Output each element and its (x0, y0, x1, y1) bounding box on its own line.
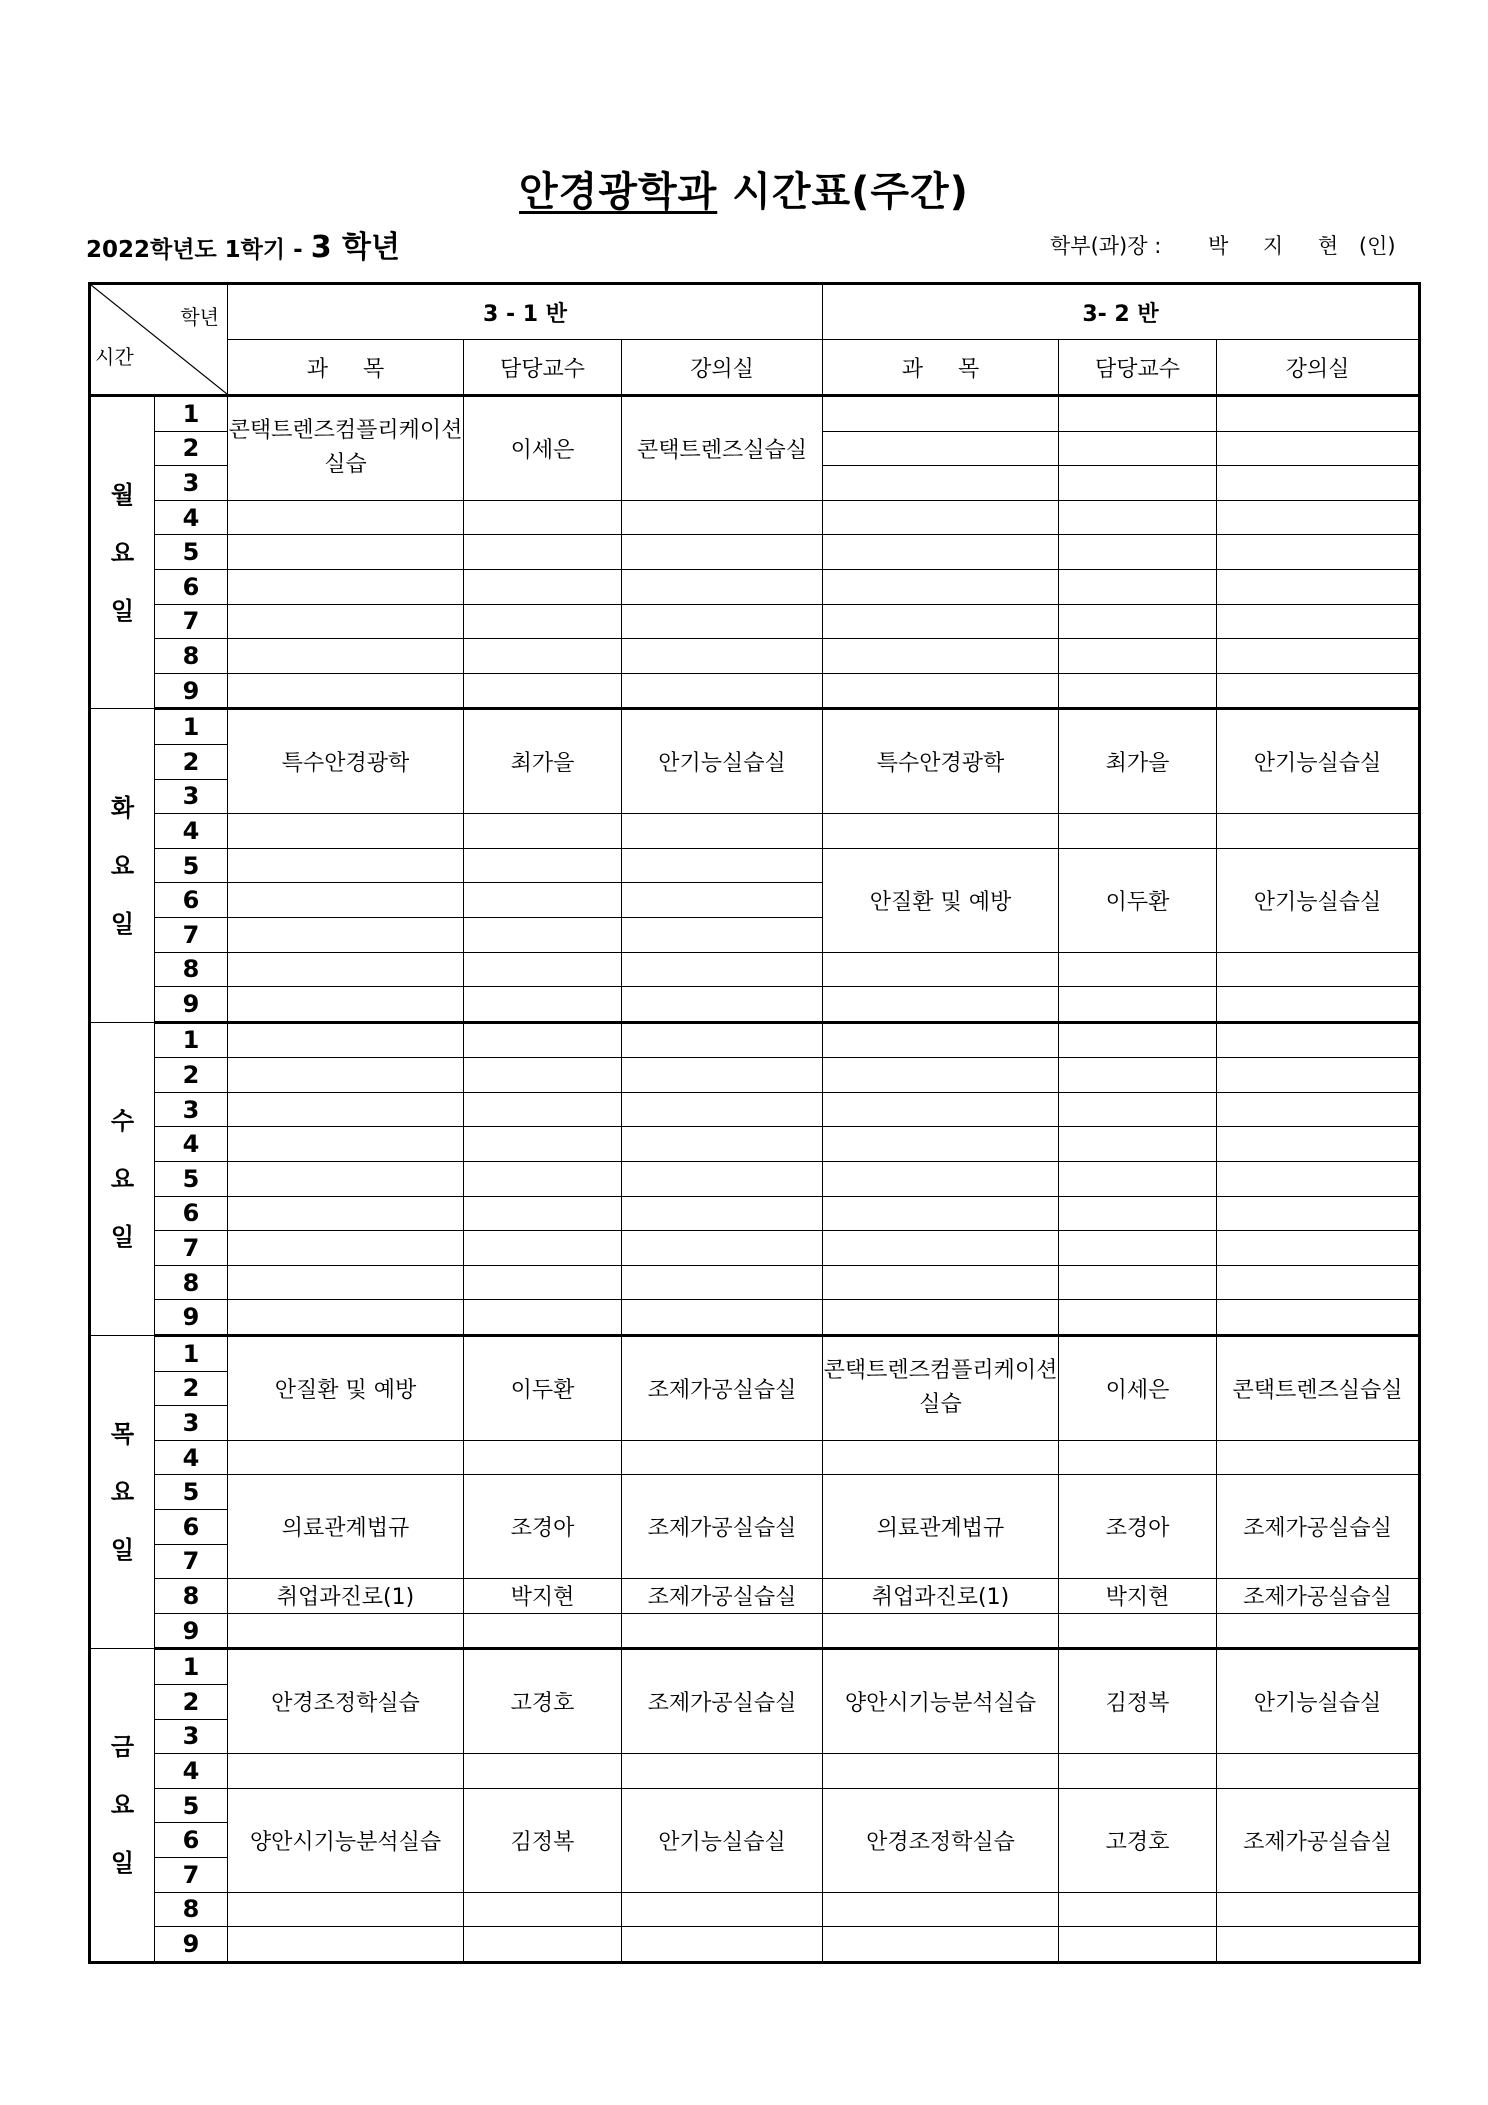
empty-cell (464, 1092, 622, 1127)
empty-cell (464, 1127, 622, 1162)
empty-cell (1217, 569, 1420, 604)
prof-cell: 이세은 (464, 396, 622, 501)
empty-cell (823, 1092, 1059, 1127)
period-label: 9 (155, 1300, 228, 1336)
period-label: 8 (155, 952, 228, 987)
empty-cell (1217, 1265, 1420, 1300)
empty-cell (823, 952, 1059, 987)
empty-cell (1059, 1231, 1217, 1266)
subject-cell: 콘택트렌즈컴플리케이션실습 (228, 396, 464, 501)
empty-cell (823, 1022, 1059, 1058)
period-label: 1 (155, 1022, 228, 1058)
period-label: 7 (155, 917, 228, 952)
period-label: 5 (155, 1788, 228, 1823)
prof-cell: 고경호 (464, 1649, 622, 1754)
empty-cell (464, 1196, 622, 1231)
empty-cell (228, 1927, 464, 1963)
empty-cell (228, 1231, 464, 1266)
empty-cell (823, 1440, 1059, 1475)
prof-cell: 김정복 (464, 1788, 622, 1892)
empty-cell (1217, 431, 1420, 466)
empty-cell (622, 917, 823, 952)
subject-cell: 특수안경광학 (228, 709, 464, 814)
empty-cell (622, 569, 823, 604)
empty-cell (622, 500, 823, 535)
period-label: 1 (155, 1649, 228, 1685)
empty-cell (228, 604, 464, 639)
period-label: 4 (155, 500, 228, 535)
empty-cell (228, 535, 464, 570)
empty-cell (622, 1892, 823, 1927)
room-cell: 안기능실습실 (1217, 1649, 1420, 1754)
empty-cell (1217, 535, 1420, 570)
empty-cell (228, 848, 464, 883)
prof-cell: 최가을 (1059, 709, 1217, 814)
empty-cell (1059, 1265, 1217, 1300)
head-label: 학부(과)장 : (1050, 234, 1162, 258)
empty-cell (464, 1265, 622, 1300)
period-label: 2 (155, 1371, 228, 1406)
empty-cell (464, 1058, 622, 1093)
empty-cell (1217, 987, 1420, 1023)
empty-cell (464, 639, 622, 674)
empty-cell (464, 1440, 622, 1475)
period-label: 3 (155, 779, 228, 814)
empty-cell (228, 569, 464, 604)
prof-cell: 김정복 (1059, 1649, 1217, 1754)
empty-cell (228, 500, 464, 535)
subject-cell: 의료관계법규 (228, 1475, 464, 1579)
page-title (0, 160, 1488, 217)
empty-cell (1059, 1196, 1217, 1231)
period-label: 6 (155, 883, 228, 918)
room-cell: 조제가공실습실 (622, 1579, 823, 1614)
prof-cell: 박지현 (464, 1579, 622, 1614)
day-label-fri: 금 요 일 (90, 1649, 155, 1962)
empty-cell (228, 639, 464, 674)
empty-cell (1217, 1300, 1420, 1336)
empty-cell (228, 1196, 464, 1231)
period-label: 8 (155, 1892, 228, 1927)
day-label-tue: 화 요 일 (90, 709, 155, 1022)
room-cell: 조제가공실습실 (1217, 1475, 1420, 1579)
empty-cell (1217, 673, 1420, 709)
head-signature (1050, 230, 1396, 260)
empty-cell (622, 848, 823, 883)
empty-cell (464, 1300, 622, 1336)
room-cell: 조제가공실습실 (622, 1336, 823, 1441)
room-cell: 콘택트렌즈실습실 (1217, 1336, 1420, 1441)
empty-cell (228, 1022, 464, 1058)
period-label: 5 (155, 535, 228, 570)
period-label: 8 (155, 1579, 228, 1614)
empty-cell (1059, 814, 1217, 849)
empty-cell (1059, 604, 1217, 639)
room-cell: 안기능실습실 (622, 1788, 823, 1892)
empty-cell (464, 883, 622, 918)
empty-cell (1217, 1058, 1420, 1093)
prof-cell: 이세은 (1059, 1336, 1217, 1441)
empty-cell (228, 1127, 464, 1162)
room-cell: 안기능실습실 (1217, 709, 1420, 814)
empty-cell (823, 1754, 1059, 1789)
empty-cell (228, 673, 464, 709)
empty-cell (464, 952, 622, 987)
prof-cell: 고경호 (1059, 1788, 1217, 1892)
empty-cell (464, 569, 622, 604)
empty-cell (1217, 1127, 1420, 1162)
empty-cell (228, 1092, 464, 1127)
empty-cell (1217, 1927, 1420, 1963)
empty-cell (464, 604, 622, 639)
empty-cell (464, 673, 622, 709)
empty-cell (823, 1265, 1059, 1300)
empty-cell (228, 1162, 464, 1197)
corner-header (90, 284, 228, 396)
empty-cell (464, 1754, 622, 1789)
empty-cell (1059, 987, 1217, 1023)
empty-cell (228, 952, 464, 987)
empty-cell (823, 1300, 1059, 1336)
timetable (88, 282, 1421, 1964)
empty-cell (1217, 1022, 1420, 1058)
empty-cell (622, 1754, 823, 1789)
room-cell: 안기능실습실 (622, 709, 823, 814)
empty-cell (1217, 1231, 1420, 1266)
empty-cell (823, 1892, 1059, 1927)
subject-cell: 안경조정학실습 (823, 1788, 1059, 1892)
empty-cell (622, 814, 823, 849)
day-label-mon: 월 요 일 (90, 396, 155, 709)
empty-cell (1059, 1162, 1217, 1197)
empty-cell (1059, 1092, 1217, 1127)
empty-cell (228, 1440, 464, 1475)
col-subject-2: 과 목 (823, 340, 1059, 396)
empty-cell (823, 987, 1059, 1023)
empty-cell (1059, 1022, 1217, 1058)
empty-cell (823, 1058, 1059, 1093)
empty-cell (622, 1927, 823, 1963)
empty-cell (1059, 535, 1217, 570)
empty-cell (228, 917, 464, 952)
empty-cell (622, 604, 823, 639)
period-label: 3 (155, 1406, 228, 1441)
empty-cell (464, 987, 622, 1023)
period-label: 6 (155, 1510, 228, 1545)
empty-cell (622, 1440, 823, 1475)
empty-cell (622, 1196, 823, 1231)
day-label-wed: 수 요 일 (90, 1022, 155, 1335)
empty-cell (1059, 1927, 1217, 1963)
empty-cell (823, 396, 1059, 432)
period-label: 5 (155, 1475, 228, 1510)
subject-cell: 특수안경광학 (823, 709, 1059, 814)
empty-cell (1059, 1058, 1217, 1093)
empty-cell (823, 1613, 1059, 1649)
empty-cell (1059, 639, 1217, 674)
empty-cell (1217, 1892, 1420, 1927)
title-suffix: 시간표(주간) (732, 169, 969, 215)
seal-mark: (인) (1358, 234, 1396, 258)
class1-header: 3 - 1 반 (228, 284, 823, 340)
empty-cell (622, 1092, 823, 1127)
empty-cell (228, 1058, 464, 1093)
room-cell: 콘택트렌즈실습실 (622, 396, 823, 501)
period-label: 2 (155, 744, 228, 779)
empty-cell (464, 1231, 622, 1266)
empty-cell (1217, 1162, 1420, 1197)
empty-cell (622, 673, 823, 709)
period-label: 9 (155, 1613, 228, 1649)
empty-cell (464, 1892, 622, 1927)
period-label: 3 (155, 1092, 228, 1127)
empty-cell (1059, 1127, 1217, 1162)
period-label: 3 (155, 1719, 228, 1754)
empty-cell (1059, 1440, 1217, 1475)
head-name: 박 지 현 (1207, 234, 1353, 258)
empty-cell (823, 569, 1059, 604)
day-label-thu: 목 요 일 (90, 1336, 155, 1649)
period-label: 1 (155, 1336, 228, 1372)
empty-cell (622, 987, 823, 1023)
empty-cell (464, 814, 622, 849)
prof-cell: 이두환 (464, 1336, 622, 1441)
empty-cell (228, 883, 464, 918)
corner-grade-label: 학년 (180, 305, 219, 329)
empty-cell (1059, 1754, 1217, 1789)
empty-cell (1059, 396, 1217, 432)
empty-cell (1217, 1196, 1420, 1231)
empty-cell (1217, 952, 1420, 987)
room-cell: 조제가공실습실 (1217, 1788, 1420, 1892)
empty-cell (823, 1162, 1059, 1197)
period-label: 2 (155, 1058, 228, 1093)
semester-prefix: 2022학년도 1학기 - (86, 237, 303, 263)
title-main: 안경광학과 (519, 169, 718, 215)
empty-cell (622, 1613, 823, 1649)
period-label: 8 (155, 639, 228, 674)
empty-cell (1217, 1092, 1420, 1127)
period-label: 3 (155, 466, 228, 501)
subject-cell: 안질환 및 예방 (823, 848, 1059, 952)
prof-cell: 최가을 (464, 709, 622, 814)
empty-cell (228, 1892, 464, 1927)
period-label: 4 (155, 1754, 228, 1789)
period-label: 7 (155, 1544, 228, 1579)
room-cell: 안기능실습실 (1217, 848, 1420, 952)
empty-cell (622, 1058, 823, 1093)
empty-cell (622, 1162, 823, 1197)
period-label: 5 (155, 848, 228, 883)
empty-cell (622, 1265, 823, 1300)
empty-cell (228, 1300, 464, 1336)
empty-cell (823, 604, 1059, 639)
period-label: 1 (155, 709, 228, 745)
empty-cell (464, 500, 622, 535)
subject-cell: 양안시기능분석실습 (823, 1649, 1059, 1754)
empty-cell (823, 1927, 1059, 1963)
corner-time-label: 시간 (95, 345, 134, 369)
empty-cell (464, 1613, 622, 1649)
empty-cell (1059, 1613, 1217, 1649)
period-label: 4 (155, 1440, 228, 1475)
period-label: 7 (155, 1231, 228, 1266)
period-label: 6 (155, 1196, 228, 1231)
empty-cell (1217, 1613, 1420, 1649)
empty-cell (622, 1300, 823, 1336)
subject-cell: 의료관계법규 (823, 1475, 1059, 1579)
empty-cell (823, 431, 1059, 466)
room-cell: 조제가공실습실 (622, 1475, 823, 1579)
empty-cell (823, 639, 1059, 674)
empty-cell (228, 814, 464, 849)
empty-cell (1059, 1300, 1217, 1336)
semester-label (86, 222, 400, 266)
prof-cell: 조경아 (1059, 1475, 1217, 1579)
period-label: 6 (155, 1823, 228, 1858)
empty-cell (228, 1265, 464, 1300)
empty-cell (1059, 466, 1217, 501)
empty-cell (1217, 814, 1420, 849)
col-prof-2: 담당교수 (1059, 340, 1217, 396)
empty-cell (1059, 1892, 1217, 1927)
period-label: 4 (155, 1127, 228, 1162)
period-label: 9 (155, 1927, 228, 1963)
class2-header: 3- 2 반 (823, 284, 1420, 340)
prof-cell: 조경아 (464, 1475, 622, 1579)
subject-cell: 취업과진로(1) (228, 1579, 464, 1614)
empty-cell (622, 952, 823, 987)
empty-cell (464, 1927, 622, 1963)
empty-cell (1059, 500, 1217, 535)
empty-cell (464, 535, 622, 570)
empty-cell (622, 883, 823, 918)
period-label: 9 (155, 987, 228, 1023)
empty-cell (1059, 431, 1217, 466)
empty-cell (823, 1231, 1059, 1266)
empty-cell (1059, 952, 1217, 987)
period-label: 2 (155, 1684, 228, 1719)
subject-cell: 콘택트렌즈컴플리케이션실습 (823, 1336, 1059, 1441)
subject-cell: 양안시기능분석실습 (228, 1788, 464, 1892)
empty-cell (1217, 639, 1420, 674)
empty-cell (622, 1022, 823, 1058)
empty-cell (622, 1231, 823, 1266)
empty-cell (1059, 569, 1217, 604)
empty-cell (1217, 1440, 1420, 1475)
empty-cell (823, 1127, 1059, 1162)
period-label: 8 (155, 1265, 228, 1300)
empty-cell (823, 814, 1059, 849)
empty-cell (1217, 396, 1420, 432)
empty-cell (464, 917, 622, 952)
period-label: 1 (155, 396, 228, 432)
empty-cell (622, 1127, 823, 1162)
subject-cell: 안경조정학실습 (228, 1649, 464, 1754)
col-prof-1: 담당교수 (464, 340, 622, 396)
empty-cell (1217, 1754, 1420, 1789)
col-subject-1: 과 목 (228, 340, 464, 396)
empty-cell (1059, 673, 1217, 709)
empty-cell (622, 535, 823, 570)
grade-label: 3 학년 (310, 230, 400, 265)
prof-cell: 이두환 (1059, 848, 1217, 952)
prof-cell: 박지현 (1059, 1579, 1217, 1614)
period-label: 2 (155, 431, 228, 466)
empty-cell (464, 848, 622, 883)
room-cell: 조제가공실습실 (1217, 1579, 1420, 1614)
room-cell: 조제가공실습실 (622, 1649, 823, 1754)
period-label: 9 (155, 673, 228, 709)
empty-cell (1217, 604, 1420, 639)
empty-cell (228, 1613, 464, 1649)
empty-cell (1217, 500, 1420, 535)
subject-cell: 안질환 및 예방 (228, 1336, 464, 1441)
col-room-2: 강의실 (1217, 340, 1420, 396)
period-label: 7 (155, 1857, 228, 1892)
period-label: 4 (155, 814, 228, 849)
empty-cell (823, 535, 1059, 570)
subject-cell: 취업과진로(1) (823, 1579, 1059, 1614)
empty-cell (464, 1162, 622, 1197)
empty-cell (823, 500, 1059, 535)
period-label: 5 (155, 1162, 228, 1197)
empty-cell (823, 466, 1059, 501)
empty-cell (228, 1754, 464, 1789)
empty-cell (228, 987, 464, 1023)
empty-cell (823, 1196, 1059, 1231)
empty-cell (464, 1022, 622, 1058)
empty-cell (823, 673, 1059, 709)
empty-cell (1217, 466, 1420, 501)
period-label: 6 (155, 569, 228, 604)
col-room-1: 강의실 (622, 340, 823, 396)
period-label: 7 (155, 604, 228, 639)
empty-cell (622, 639, 823, 674)
